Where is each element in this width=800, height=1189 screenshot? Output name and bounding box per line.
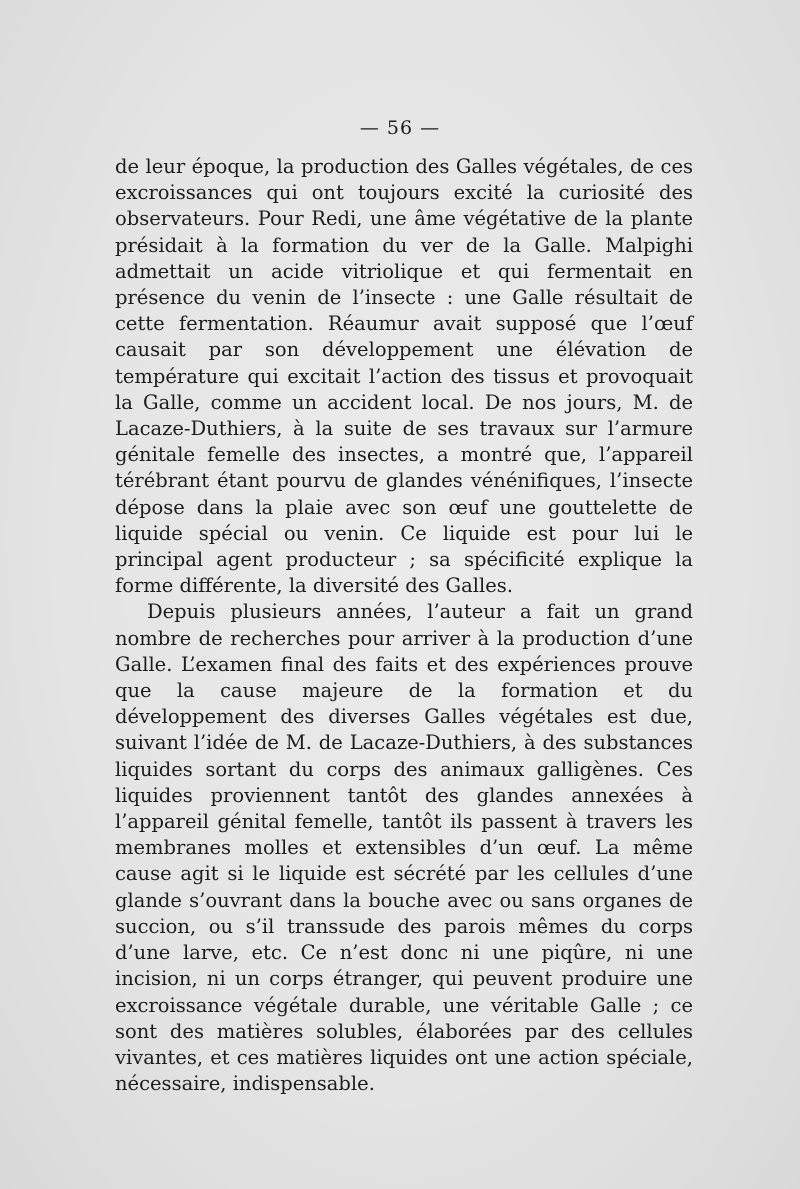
- body-text: [115, 154, 693, 1097]
- page-number: — 56 —: [359, 117, 441, 139]
- paragraph-2: Depuis plusieurs années, l’auteur a fait un grand nombre de recherches pour arriver à la production d’une Galle. L’examen final des faits et des expériences prouve que la cause majeure de la formation et du développement des diverses Galles végétales est due, suivant l’idée de M. de Lacaze-Duthiers, à des substances liquides sortant du corps des animaux galligènes. Ces liquides proviennent tantôt des glandes annexées à l’appareil génital femelle, tantôt ils passent à travers les membranes molles et extensibles d’un œuf. La même cause agit si le liquide est sécrété par les cellules d’une glande s’ouvrant dans la bouche avec ou sans organes de succion, ou s’il transsude des parois mêmes du corps d’une larve, etc. Ce n’est donc ni une piqûre, ni une incision, ni un corps étranger, qui peuvent produire une excroissance végétale durable, une véritable Galle ; ce sont des matières solubles, élaborées par des cellules vivantes, et ces matières liquides ont une action spéciale, nécessaire, indispensable.: [115, 600, 693, 1096]
- paragraph-1: de leur époque, la production des Galles végétales, de ces excroissances qui ont toujours excité la curiosité des observateurs. Pour Redi, une âme végétative de la plante présidait à la formation du ver de la Galle. Malpighi admettait un acide vitriolique et qui fermentait en présence du venin de l’insecte : une Galle résultait de cette fermentation. Réaumur avait supposé que l’œuf causait par son développement une élévation de température qui excitait l’action des tissus et provoquait la Galle, comme un accident local. De nos jours, M. de Lacaze-Duthiers, à la suite de ses travaux sur l’armure génitale femelle des insectes, a montré que, l’appareil térébrant étant pourvu de glandes vénénifiques, l’insecte dépose dans la plaie avec son œuf une gouttelette de liquide spécial ou venin. Ce liquide est pour lui le principal agent producteur ; sa spécificité explique la forme différente, la diversité des Galles.: [115, 155, 693, 598]
